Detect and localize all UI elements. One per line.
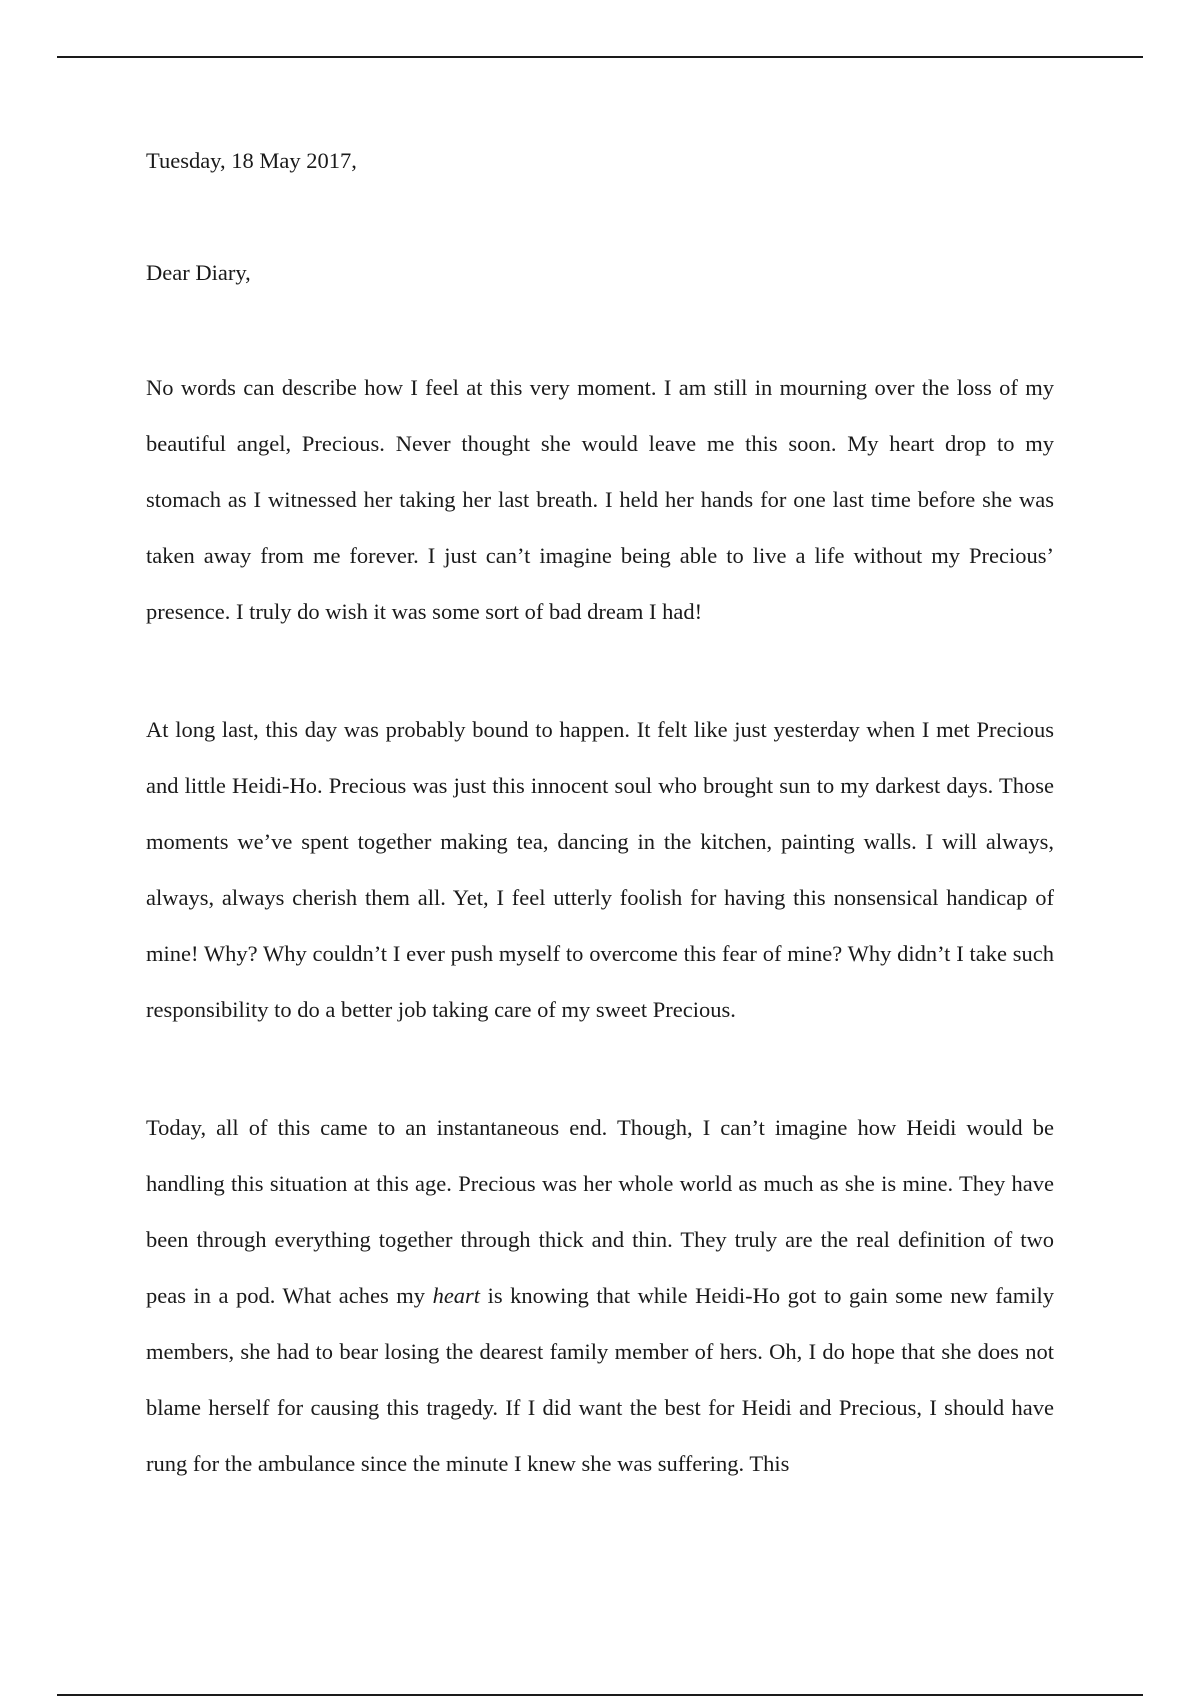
paragraph-3-emphasis: heart [432,1283,481,1308]
footer-rule [57,1694,1143,1696]
paragraph-1: No words can describe how I feel at this very moment. I am still in mourning over the loss of my beautiful angel, Precious. Never thought she would leave me this soon. My heart drop to my stomach as I witnessed her taking her last breath. I held her hands for one last time before she was taken away from me forever. I just can’t imagine being able to live a life without my Precious’ presence. I truly do wish it was some sort of bad dream I had! [146,375,1054,624]
diary-entry [146,136,1054,1492]
paragraph-2: At long last, this day was probably bound to happen. It felt like just yesterday when I met Precious and little Heidi-Ho. Precious was just this innocent soul who brought sun to my darkest days. Those moments we’ve spent together making tea, dancing in the kitchen, painting walls. I will always, always, always cherish them all. Yet, I feel utterly foolish for having this nonsensical handicap of mine! Why? Why couldn’t I ever push myself to overcome this fear of mine? Why didn’t I take such responsibility to do a better job taking care of my sweet Precious. [146,717,1054,1022]
header-rule [57,56,1143,58]
entry-date: Tuesday, 18 May 2017, [146,148,357,173]
paragraph-3-text-b: is knowing that while Heidi-Ho got to gain some new family members, she had to bear losing the dearest family member of hers. Oh, I do hope that she does not blame herself for causing this tragedy. If I did want the best for Heidi and Precious, I should have rung for the ambulance since the minute I knew she was suffering. This [146,1283,1054,1476]
paragraph-3 [146,1100,1054,1492]
paragraph-3-text-a: Today, all of this came to an instantaneous end. Though, I can’t imagine how Heidi would be handling this situation at this age. Precious was her whole world as much as she is mine. They have been through everything together through thick and thin. They truly are the real definition of two peas in a pod. What aches my [146,1115,1054,1308]
salutation: Dear Diary, [146,260,251,285]
